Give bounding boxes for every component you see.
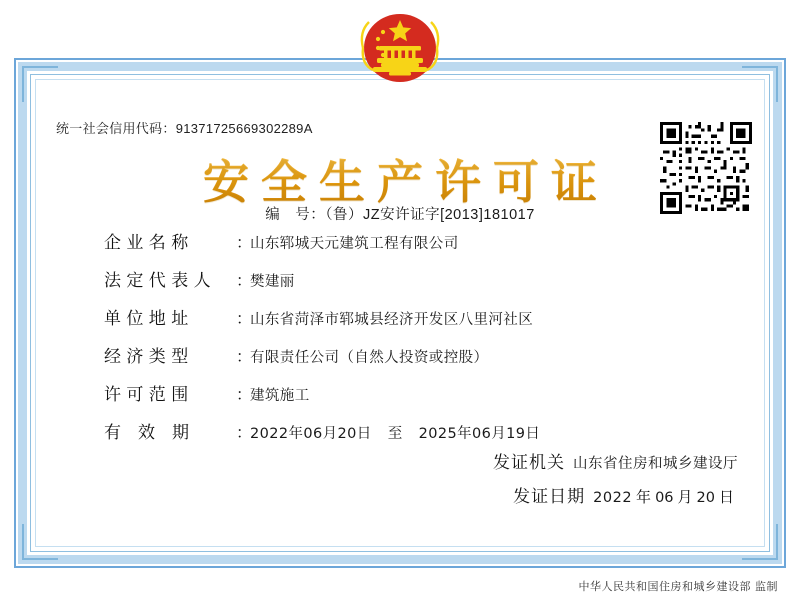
field-list: [104, 228, 740, 456]
field-label: 许 可 范 围: [104, 385, 189, 405]
field-value-address: 山东省菏泽市郓城县经济开发区八里河社区: [250, 312, 534, 328]
field-label: 法 定 代 表 人: [104, 271, 211, 291]
corner-ornament-top-left: [22, 66, 58, 102]
issuing-authority-row: [493, 448, 738, 482]
field-row-company-name: [104, 228, 740, 266]
serial-value: （鲁）JZ安许证字[2013]181017: [325, 207, 535, 223]
field-row-economic-type: [104, 342, 740, 380]
issue-date-year-unit: 年: [636, 488, 652, 506]
corner-ornament-bottom-left: [22, 524, 58, 560]
validity-separator: 至: [387, 426, 403, 442]
field-label: 经 济 类 型: [104, 347, 189, 367]
field-value-economic-type: 有限责任公司（自然人投资或控股）: [250, 350, 489, 366]
field-value-company-name: 山东郓城天元建筑工程有限公司: [250, 236, 459, 252]
issue-date-year: 2022: [593, 490, 633, 506]
field-label: 企 业 名 称: [104, 233, 189, 253]
serial-number-row: [0, 203, 800, 224]
issue-date-row: [493, 482, 738, 516]
field-value-permit-scope: 建筑施工: [250, 388, 310, 404]
field-colon: ：: [236, 425, 253, 442]
serial-label: 编 号：: [265, 207, 326, 223]
issuing-authority-value: 山东省住房和城乡建设厅: [573, 456, 738, 472]
issuer-block: [493, 448, 738, 516]
issue-date-day-unit: 日: [718, 488, 734, 506]
field-label: 单 位 地 址: [104, 309, 189, 329]
validity-range: [250, 422, 540, 443]
field-label: 有 效 期: [104, 423, 189, 443]
credit-code-label: 统一社会信用代码：: [56, 121, 176, 136]
issuing-authority-label: 发证机关: [493, 453, 565, 473]
corner-ornament-top-right: [742, 66, 778, 102]
field-row-legal-representative: [104, 266, 740, 304]
footer-note: 中华人民共和国住房和城乡建设部 监制: [578, 580, 778, 593]
validity-start-date: 2022年06月20日: [250, 426, 372, 442]
field-value-legal-representative: 樊建丽: [250, 274, 295, 290]
page-title: 安全生产许可证: [0, 146, 800, 212]
national-emblem-icon: [345, 6, 455, 106]
issue-date-month-unit: 月: [677, 488, 693, 506]
field-colon: ：: [236, 235, 253, 252]
field-row-permit-scope: [104, 380, 740, 418]
field-colon: ：: [236, 349, 253, 366]
field-colon: ：: [236, 387, 253, 404]
field-row-address: [104, 304, 740, 342]
issue-date-label: 发证日期: [513, 487, 586, 507]
credit-code-value: 91371725669302289A: [175, 121, 313, 136]
field-colon: ：: [236, 273, 253, 290]
credit-code-row: [56, 118, 313, 137]
field-colon: ：: [236, 311, 253, 328]
validity-end-date: 2025年06月19日: [418, 426, 541, 442]
issue-date-month: 06: [655, 490, 674, 506]
corner-ornament-bottom-right: [742, 524, 778, 560]
issue-date-day: 20: [696, 490, 715, 506]
